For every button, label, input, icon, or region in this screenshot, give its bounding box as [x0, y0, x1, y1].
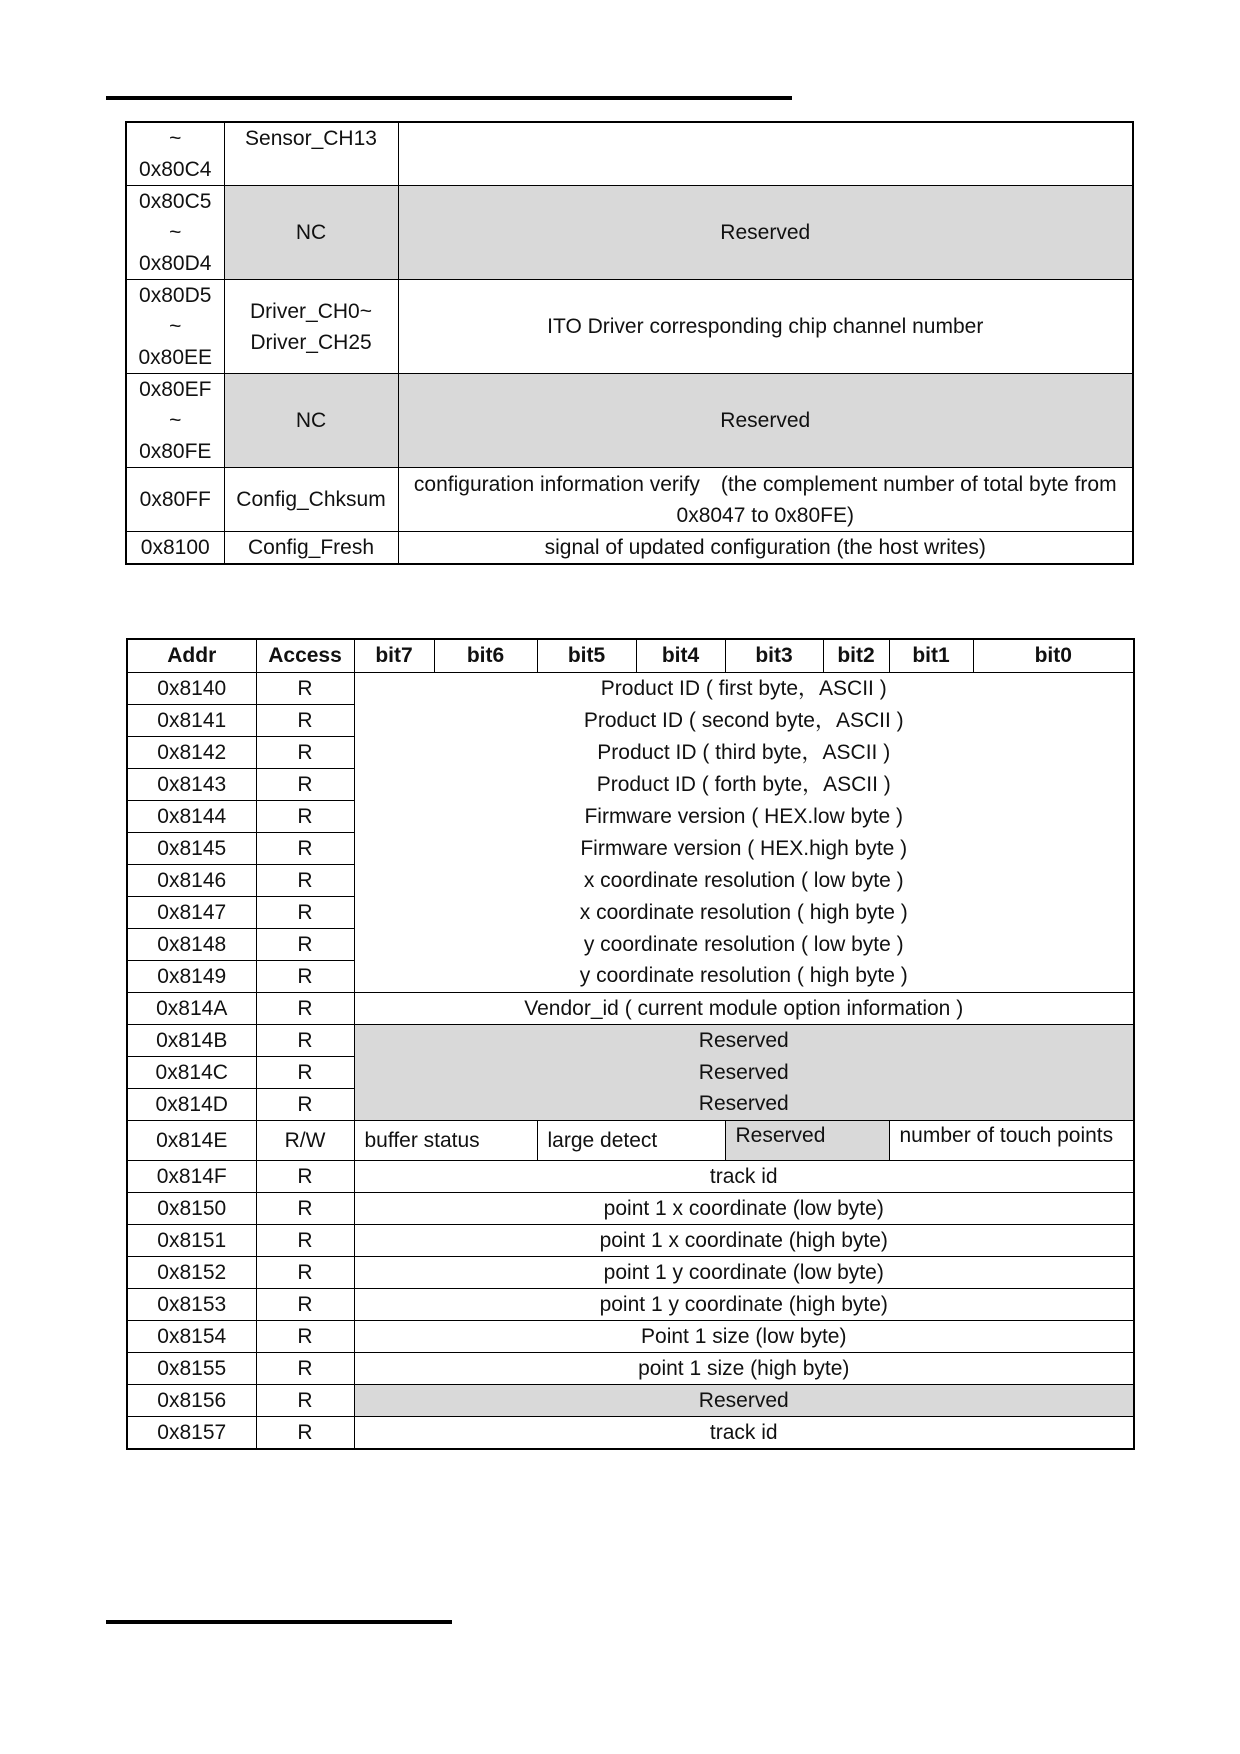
- addr-cell: 0x8156: [127, 1385, 256, 1417]
- desc-cell: Point 1 size (low byte): [354, 1321, 1134, 1353]
- table-row: [127, 1121, 1134, 1161]
- desc-text: ITO Driver corresponding chip channel number: [547, 315, 984, 338]
- addr-text: 0x80D4: [139, 252, 212, 275]
- access-cell: R: [256, 993, 354, 1025]
- col-header-bit7: bit7: [354, 639, 434, 673]
- addr-cell: 0x814C: [127, 1057, 256, 1089]
- desc-cell: Firmware version ( HEX.high byte ): [354, 833, 1134, 865]
- name-text: Driver_CH25: [250, 330, 372, 354]
- addr-text: 0x80C5: [139, 190, 212, 213]
- desc-cell: y coordinate resolution ( low byte ): [354, 929, 1134, 961]
- desc-cell: Reserved: [354, 1089, 1134, 1121]
- addr-text: 0x8100: [140, 536, 210, 559]
- col-header-bit1: bit1: [889, 639, 973, 673]
- desc-cell: point 1 y coordinate (low byte): [354, 1257, 1134, 1289]
- addr-cell: 0x8140: [127, 673, 256, 705]
- access-cell: R: [256, 801, 354, 833]
- col-header-access: Access: [256, 639, 354, 673]
- table-row: [127, 1321, 1134, 1353]
- desc-cell: [398, 280, 1133, 374]
- buffer-status-cell: buffer status: [354, 1121, 537, 1161]
- desc-cell: Product ID ( second byte，ASCII ): [354, 705, 1134, 737]
- access-cell: R: [256, 1089, 354, 1121]
- name-cell: [224, 186, 398, 280]
- addr-text: 0x80FE: [139, 440, 212, 463]
- addr-text: 0x80D5: [139, 284, 212, 307]
- addr-cell: 0x814F: [127, 1161, 256, 1193]
- addr-text: 0x80EF: [139, 378, 212, 401]
- addr-cell: 0x814B: [127, 1025, 256, 1057]
- addr-cell: 0x8150: [127, 1193, 256, 1225]
- addr-cell: [126, 186, 224, 280]
- addr-cell: 0x8149: [127, 961, 256, 993]
- addr-cell: 0x8145: [127, 833, 256, 865]
- desc-text: Reserved: [720, 409, 811, 432]
- col-header-bit0: bit0: [973, 639, 1134, 673]
- addr-cell: 0x814D: [127, 1089, 256, 1121]
- addr-cell: 0x8155: [127, 1353, 256, 1385]
- addr-cell: [126, 280, 224, 374]
- table-row: [126, 374, 1133, 468]
- addr-cell: 0x8154: [127, 1321, 256, 1353]
- desc-cell: Firmware version ( HEX.low byte ): [354, 801, 1134, 833]
- table-row: [127, 737, 1134, 769]
- access-cell: R: [256, 865, 354, 897]
- col-header-bit5: bit5: [537, 639, 636, 673]
- touch-points-cell: number of touch points: [889, 1121, 1134, 1161]
- table-row: [127, 993, 1134, 1025]
- table-row: [127, 929, 1134, 961]
- reserved-cell: Reserved: [725, 1121, 889, 1161]
- table-row: [127, 1225, 1134, 1257]
- desc-cell: point 1 size (high byte): [354, 1353, 1134, 1385]
- name-text: NC: [295, 221, 327, 244]
- table-row: [127, 1057, 1134, 1089]
- table-row: [127, 801, 1134, 833]
- col-header-bit6: bit6: [434, 639, 537, 673]
- addr-cell: [126, 374, 224, 468]
- access-cell: R: [256, 737, 354, 769]
- addr-cell: 0x8147: [127, 897, 256, 929]
- addr-text: 0x80FF: [139, 488, 211, 511]
- table-row: [127, 1025, 1134, 1057]
- header-row: [127, 639, 1134, 673]
- table-row: [126, 280, 1133, 374]
- table-row: [127, 1089, 1134, 1121]
- desc-text: configuration information verify (the complement number of total byte from: [413, 472, 1117, 496]
- addr-text: ~: [169, 315, 182, 338]
- addr-cell: [126, 122, 224, 186]
- access-cell: R: [256, 897, 354, 929]
- addr-text: ~: [169, 127, 182, 150]
- desc-cell: point 1 x coordinate (high byte): [354, 1225, 1134, 1257]
- access-cell: R: [256, 1289, 354, 1321]
- table-row: [127, 865, 1134, 897]
- desc-cell: [398, 374, 1133, 468]
- addr-cell: [126, 532, 224, 565]
- access-cell: R: [256, 769, 354, 801]
- table-row: [127, 897, 1134, 929]
- header-rule: [106, 96, 792, 100]
- desc-cell: Reserved: [354, 1385, 1134, 1417]
- addr-cell: 0x8152: [127, 1257, 256, 1289]
- access-cell: R: [256, 961, 354, 993]
- desc-cell: Product ID ( forth byte，ASCII ): [354, 769, 1134, 801]
- desc-cell: point 1 y coordinate (high byte): [354, 1289, 1134, 1321]
- desc-cell: [398, 186, 1133, 280]
- addr-cell: 0x8142: [127, 737, 256, 769]
- addr-cell: 0x8148: [127, 929, 256, 961]
- access-cell: R: [256, 705, 354, 737]
- table-row: [126, 122, 1133, 186]
- name-text: NC: [295, 409, 327, 432]
- desc-cell: [398, 122, 1133, 186]
- large-detect-cell: large detect: [537, 1121, 725, 1161]
- access-cell: R: [256, 1057, 354, 1089]
- table-row: [127, 1289, 1134, 1321]
- addr-cell: 0x8153: [127, 1289, 256, 1321]
- desc-cell: Product ID ( first byte，ASCII ): [354, 673, 1134, 705]
- addr-cell: 0x8157: [127, 1417, 256, 1450]
- access-cell: R: [256, 1025, 354, 1057]
- access-cell: R: [256, 673, 354, 705]
- desc-cell: track id: [354, 1161, 1134, 1193]
- table-row: [127, 673, 1134, 705]
- table-row: [127, 1353, 1134, 1385]
- desc-cell: x coordinate resolution ( high byte ): [354, 897, 1134, 929]
- desc-cell: x coordinate resolution ( low byte ): [354, 865, 1134, 897]
- desc-cell: Reserved: [354, 1057, 1134, 1089]
- name-cell: [224, 532, 398, 565]
- col-header-bit3: bit3: [725, 639, 823, 673]
- access-cell: R: [256, 1225, 354, 1257]
- addr-text: ~: [169, 221, 182, 244]
- access-cell: R: [256, 1193, 354, 1225]
- desc-cell: Reserved: [354, 1025, 1134, 1057]
- access-cell: R: [256, 1257, 354, 1289]
- register-map-table: [126, 638, 1135, 1450]
- name-cell: [224, 374, 398, 468]
- table-row: [127, 1193, 1134, 1225]
- addr-text: ~: [169, 409, 182, 432]
- desc-text: Reserved: [720, 221, 811, 244]
- desc-text: 0x8047 to 0x80FE): [676, 503, 854, 527]
- table-row: [127, 769, 1134, 801]
- table-row: [127, 1257, 1134, 1289]
- addr-cell: 0x8141: [127, 705, 256, 737]
- addr-cell: 0x8144: [127, 801, 256, 833]
- desc-cell: y coordinate resolution ( high byte ): [354, 961, 1134, 993]
- name-cell: [224, 122, 398, 186]
- col-header-bit4: bit4: [636, 639, 725, 673]
- table-row: [126, 468, 1133, 532]
- name-text: Sensor_CH13: [245, 127, 377, 150]
- addr-cell: 0x814E: [127, 1121, 256, 1161]
- name-cell: [224, 280, 398, 374]
- access-cell: R: [256, 1353, 354, 1385]
- name-text: Config_Chksum: [236, 488, 386, 511]
- table-row: [127, 961, 1134, 993]
- desc-cell: point 1 x coordinate (low byte): [354, 1193, 1134, 1225]
- access-cell: R/W: [256, 1121, 354, 1161]
- addr-text: 0x80C4: [139, 158, 212, 181]
- table-row: [127, 1385, 1134, 1417]
- table-row: [126, 186, 1133, 280]
- access-cell: R: [256, 833, 354, 865]
- config-register-table: [125, 121, 1134, 565]
- addr-cell: 0x814A: [127, 993, 256, 1025]
- name-text: Driver_CH0~: [250, 299, 372, 323]
- footer-rule: [106, 1620, 452, 1624]
- addr-cell: 0x8143: [127, 769, 256, 801]
- table-row: [127, 1417, 1134, 1450]
- desc-cell: [398, 532, 1133, 565]
- addr-cell: [126, 468, 224, 532]
- desc-cell: [398, 468, 1133, 532]
- access-cell: R: [256, 1161, 354, 1193]
- access-cell: R: [256, 929, 354, 961]
- desc-cell: Product ID ( third byte，ASCII ): [354, 737, 1134, 769]
- access-cell: R: [256, 1417, 354, 1450]
- desc-text: signal of updated configuration (the host writes): [544, 536, 986, 559]
- table-row: [126, 532, 1133, 565]
- table-row: [127, 705, 1134, 737]
- addr-text: 0x80EE: [138, 346, 213, 369]
- desc-cell: track id: [354, 1417, 1134, 1450]
- name-text: Config_Fresh: [247, 536, 375, 559]
- name-cell: [224, 468, 398, 532]
- col-header-addr: Addr: [127, 639, 256, 673]
- table-row: [127, 1161, 1134, 1193]
- access-cell: R: [256, 1321, 354, 1353]
- access-cell: R: [256, 1385, 354, 1417]
- table-row: [127, 833, 1134, 865]
- desc-cell: Vendor_id ( current module option information ): [354, 993, 1134, 1025]
- addr-cell: 0x8146: [127, 865, 256, 897]
- addr-cell: 0x8151: [127, 1225, 256, 1257]
- col-header-bit2: bit2: [823, 639, 889, 673]
